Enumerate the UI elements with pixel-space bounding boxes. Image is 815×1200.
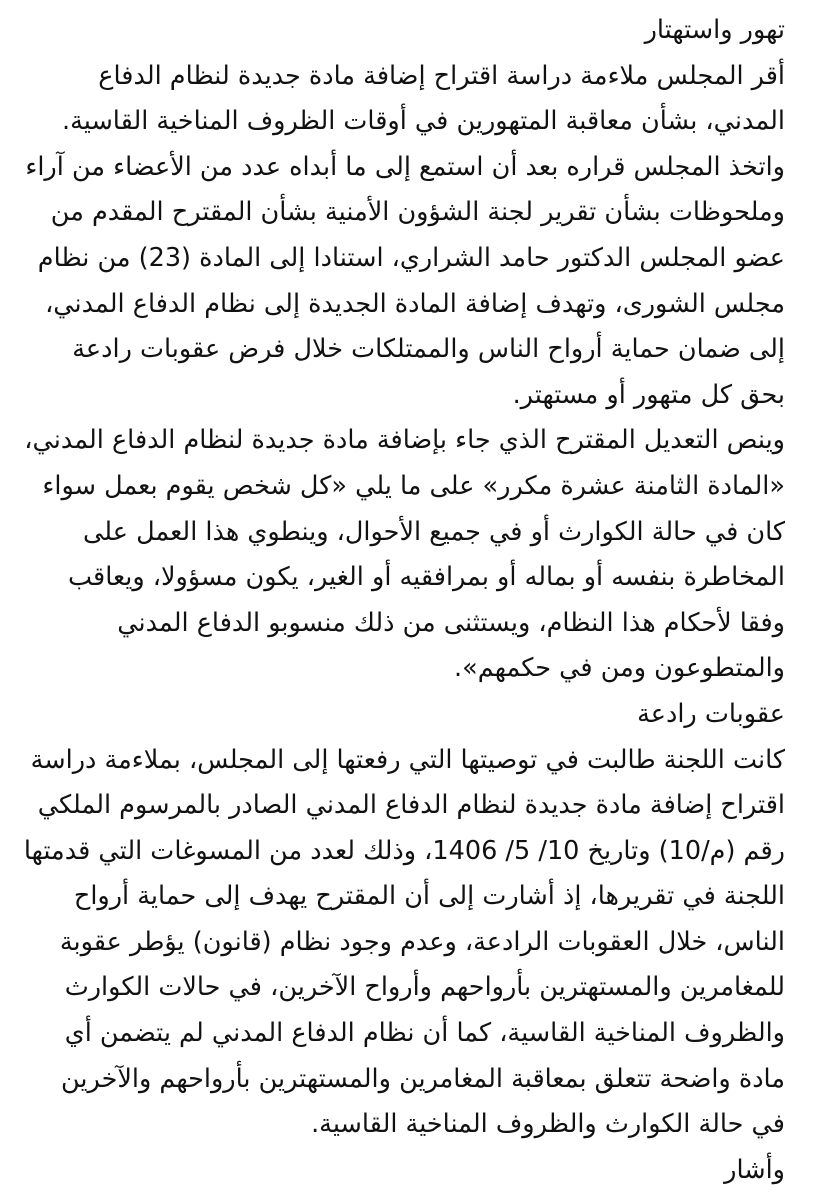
section-heading-reckless: تهور واستهتار [644,15,785,45]
article-body [20,8,785,1185]
paragraph-committee-recommendation: كانت اللجنة طالبت في توصيتها التي رفعتها إلى المجلس، بملاءمة دراسة اقتراح إضافة مادة جديدة لنظام الدفاع المدني الصادر بالمرسوم الملكي رقم (م/10) وتاريخ 10/ 5/ 1406، وذلك لعدد من المسوغات التي قدمتها اللجنة في تقريرها، إذ أشارت إلى أن المقترح يهدف إلى حماية أرواح الناس، خلال العقوبات الرادعة، وعدم وجود نظام (قانون) يؤطر عقوبة للمغامرين والمستهترين بأرواحهم وأرواح الآخرين، في حالات الكوارث والظروف المناخية القاسية، كما أن نظام الدفاع المدني لم يتضمن أي مادة واضحة تتعلق بمعاقبة المغامرين والمستهترين بأرواحهم والآخرين في حالة الكوارث والظروف المناخية القاسية. [23,744,785,1140]
paragraph-amendment-text: وينص التعديل المقترح الذي جاء بإضافة مادة جديدة لنظام الدفاع المدني، «المادة الثامنة عشرة مكرر» على ما يلي «كل شخص يقوم بعمل سواء كان في حالة الكوارث أو في جميع الأحوال، وينطوي هذا العمل على المخاطرة بنفسه أو بماله أو بمرافقيه أو الغير، يكون مسؤولا، ويعاقب وفقا لأحكام هذا النظام، ويستثنى من ذلك منسوبو الدفاع المدني والمتطوعون ومن في حكمهم». [24,425,785,684]
section-heading-deterrent-penalties: عقوبات رادعة [637,698,785,729]
paragraph-cut-off: وأشار [724,1154,785,1185]
paragraph-council-decision: واتخذ المجلس قراره بعد أن استمع إلى ما أبداه عدد من الأعضاء من آراء وملحوظات بشأن تقرير لجنة الشؤون الأمنية بشأن المقترح المقدم من عضو المجلس الدكتور حامد الشراري، استنادا إلى المادة (23) من نظام مجلس الشورى، وتهدف إضافة المادة الجديدة إلى نظام الدفاع المدني، إلى ضمان حماية أرواح الناس والممتلكات خلال فرض عقوبات رادعة بحق كل متهور أو مستهتر. [25,151,785,410]
paragraph-council-approval: أقر المجلس ملاءمة دراسة اقتراح إضافة مادة جديدة لنظام الدفاع المدني، بشأن معاقبة المتهورين في أوقات الظروف المناخية القاسية. [61,60,785,137]
